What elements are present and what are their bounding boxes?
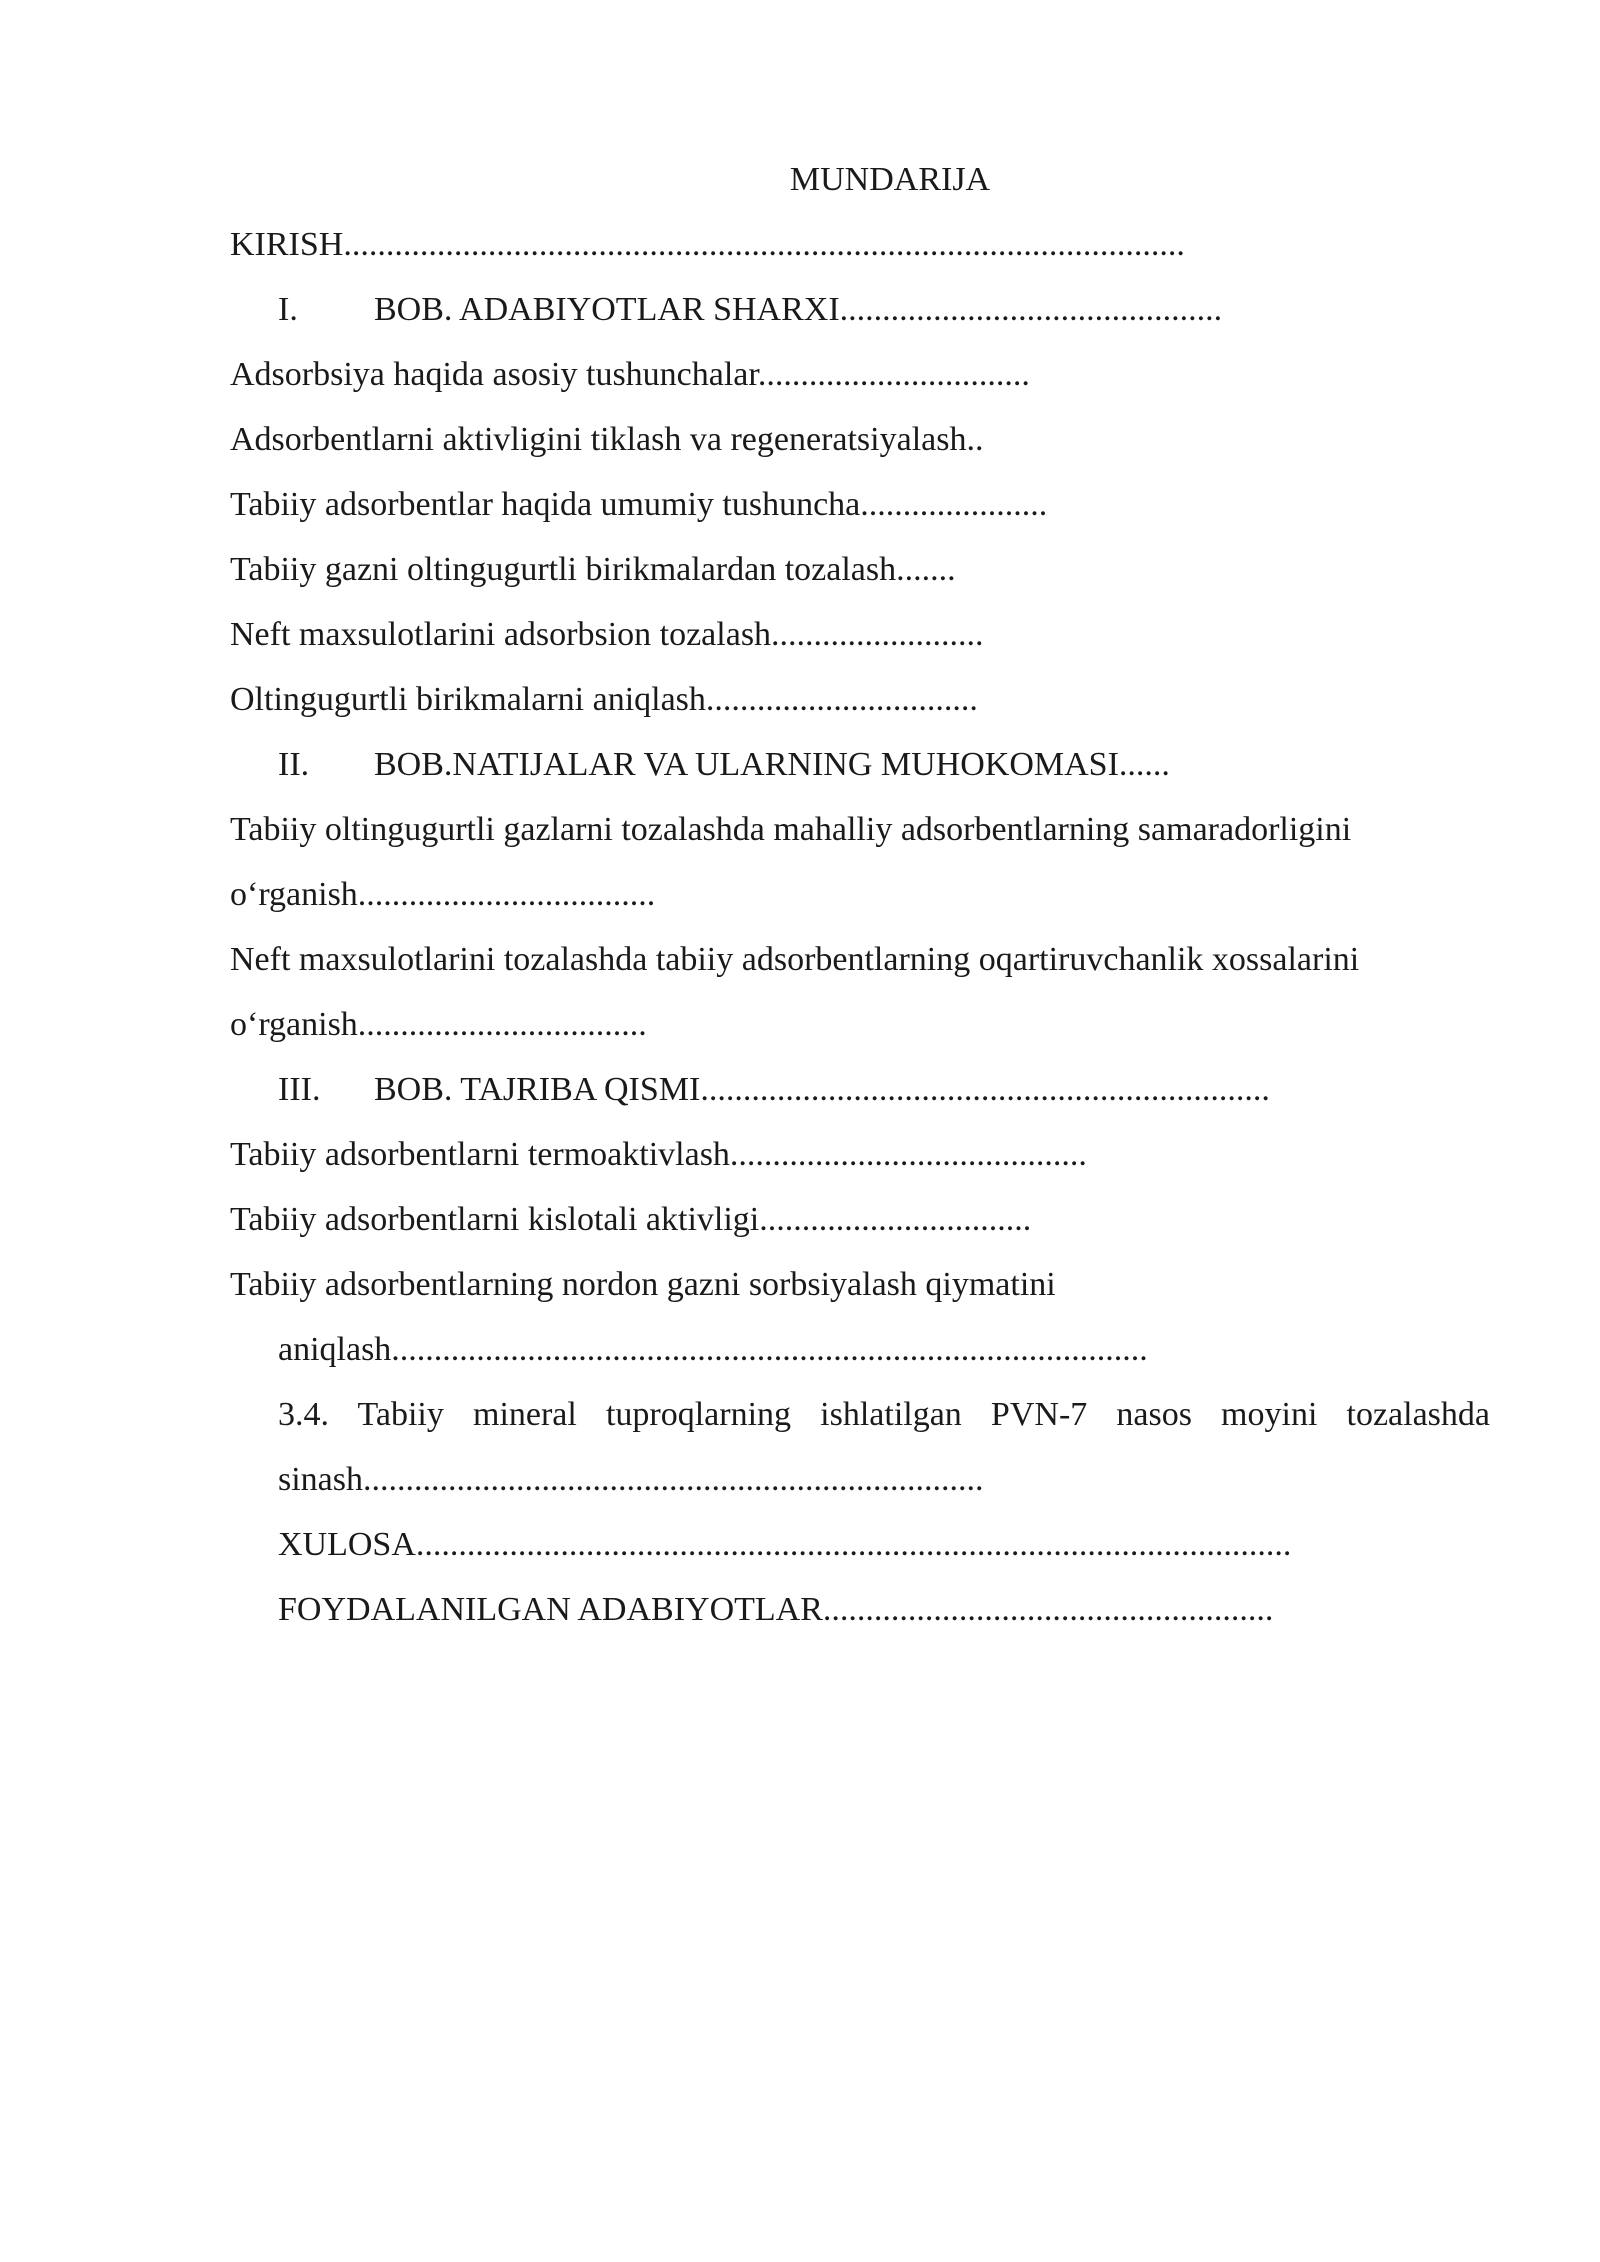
toc-entry: 3.4. Tabiiy mineral tuproqlarning ishlatilgan PVN-7 nasos moyini tozalashda bbox=[278, 1396, 1490, 1433]
toc-entry-adabiyotlar: FOYDALANILGAN ADABIYOTLAR..................................................... bbox=[278, 1591, 1274, 1628]
toc-entry: Oltingugurtli birikmalarni aniqlash................................ bbox=[230, 681, 978, 718]
chapter-number: II. bbox=[278, 746, 310, 783]
toc-entry-continuation: aniqlash......................................................................................... bbox=[278, 1331, 1148, 1368]
chapter-title: BOB. TAJRIBA QISMI................................................................... bbox=[374, 1071, 1270, 1108]
toc-entry: Adsorbsiya haqida asosiy tushunchalar................................ bbox=[230, 356, 1030, 393]
toc-chapter-1 bbox=[230, 277, 1490, 342]
chapter-number: III. bbox=[278, 1071, 321, 1108]
chapter-number: I. bbox=[278, 291, 298, 328]
toc-entry: Tabiiy adsorbentlarni kislotali aktivligi................................ bbox=[230, 1201, 1032, 1238]
toc-entry: Tabiiy adsorbentlarni termoaktivlash.......................................... bbox=[230, 1136, 1087, 1173]
chapter-title: BOB. ADABIYOTLAR SHARXI............................................. bbox=[374, 291, 1223, 328]
chapter-title: BOB.NATIJALAR VA ULARNING MUHOKOMASI...... bbox=[374, 746, 1170, 783]
toc-entry: Tabiiy adsorbentlar haqida umumiy tushuncha...................... bbox=[230, 486, 1048, 523]
toc-title: MUNDARIJA bbox=[789, 161, 991, 198]
toc-entry: Tabiiy adsorbentlarning nordon gazni sorbsiyalash qiymatini bbox=[230, 1266, 1056, 1303]
toc-entry-kirish: KIRISH................................................................................................... bbox=[230, 226, 1185, 263]
toc-entry: Tabiiy gazni oltingugurtli birikmalardan tozalash....... bbox=[230, 551, 956, 588]
toc-entry: Neft maxsulotlarini tozalashda tabiiy adsorbentlarning oqartiruvchanlik xossalarini bbox=[230, 941, 1360, 978]
toc-entry-continuation: o‘rganish................................... bbox=[230, 876, 656, 913]
toc-entry: Tabiiy oltingugurtli gazlarni tozalashda mahalliy adsorbentlarning samaradorligini bbox=[230, 811, 1352, 848]
toc-entry-continuation: sinash......................................................................... bbox=[278, 1461, 984, 1498]
toc-entry: Neft maxsulotlarini adsorbsion tozalash......................... bbox=[230, 616, 984, 653]
toc-chapter-3 bbox=[230, 1057, 1490, 1122]
toc-entry-continuation: o‘rganish.................................. bbox=[230, 1006, 647, 1043]
toc-entry: Adsorbentlarni aktivligini tiklash va regeneratsiyalash.. bbox=[230, 421, 984, 458]
toc-chapter-2 bbox=[230, 732, 1490, 797]
table-of-contents bbox=[230, 147, 1490, 1642]
toc-entry-xulosa: XULOSA....................................................................................................... bbox=[278, 1526, 1292, 1563]
